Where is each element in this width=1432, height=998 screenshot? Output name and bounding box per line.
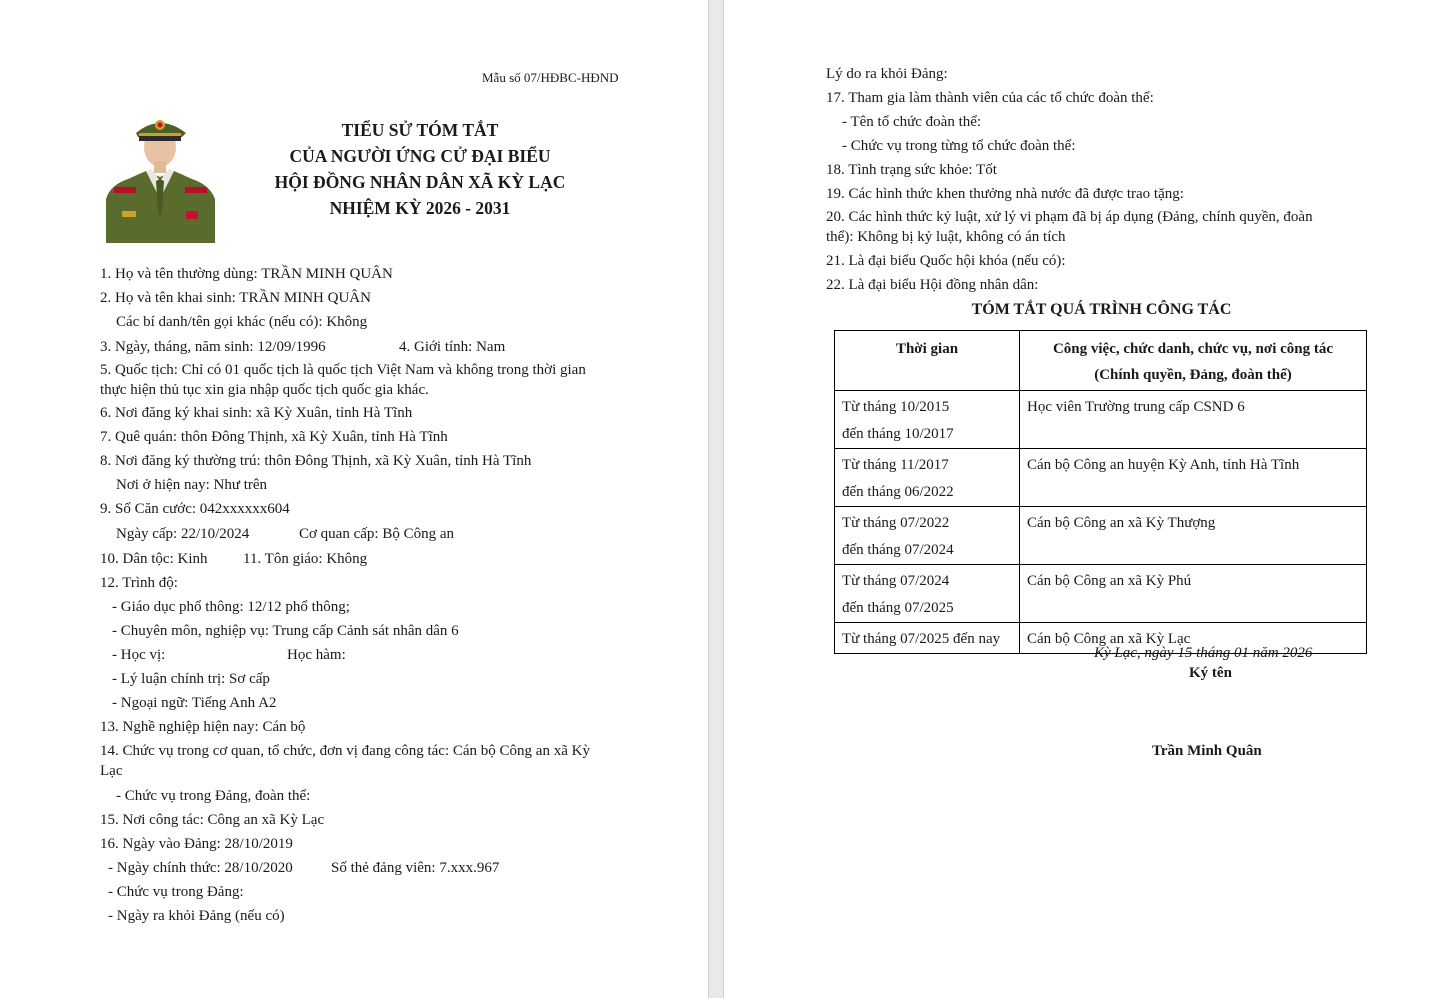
work-history-table	[834, 330, 1367, 654]
job-cell: Học viên Trường trung cấp CSND 6	[1020, 391, 1367, 449]
page-gutter	[708, 0, 724, 998]
field-nationality: 5. Quốc tịch: Chỉ có 01 quốc tịch là quốc tịch Việt Nam và không trong thời gian	[100, 362, 586, 378]
header-period-label: Thời gian	[895, 341, 959, 357]
job-cell: Cán bộ Công an huyện Kỳ Anh, tỉnh Hà Tĩnh	[1020, 449, 1367, 507]
field-awards: 19. Các hình thức khen thưởng nhà nước đã được trao tặng:	[826, 186, 1184, 202]
period-from: Từ tháng 11/2017	[842, 457, 949, 473]
period-from: Từ tháng 10/2015	[842, 399, 950, 415]
form-number: Mẫu số 07/HĐBC-HĐND	[482, 70, 619, 85]
field-religion: 11. Tôn giáo: Không	[243, 551, 368, 567]
page-right	[724, 0, 1432, 998]
period-from: Từ tháng 07/2025 đến nay	[842, 631, 1001, 647]
field-common-name: 1. Họ và tên thường dùng: TRẦN MINH QUÂN	[100, 266, 393, 282]
table-row	[835, 449, 1367, 507]
signing-date: Kỳ Lạc, ngày 15 tháng 01 năm 2026	[1094, 645, 1313, 661]
field-ethnicity: 10. Dân tộc: Kinh	[100, 551, 208, 567]
field-party-leave-date: - Ngày ra khỏi Đảng (nếu có)	[108, 908, 285, 924]
field-position-cont: Lạc	[100, 763, 123, 779]
field-party-card: Số thẻ đảng viên: 7.xxx.967	[331, 860, 500, 876]
field-permanent-residence: 8. Nơi đăng ký thường trú: thôn Đông Thịnh, xã Kỳ Xuân, tỉnh Hà Tĩnh	[100, 453, 532, 469]
field-national-assembly: 21. Là đại biểu Quốc hội khóa (nếu có):	[826, 253, 1066, 269]
table-row	[835, 507, 1367, 565]
field-political-theory: - Lý luận chính trị: Sơ cấp	[112, 671, 270, 687]
field-degree: - Học vị:	[112, 647, 166, 663]
table-row	[835, 565, 1367, 623]
field-gender: 4. Giới tính: Nam	[399, 339, 506, 355]
signer-name: Trần Minh Quân	[1152, 743, 1262, 759]
period-to: đến tháng 07/2024	[842, 542, 954, 558]
header-job-sublabel: (Chính quyền, Đảng, đoàn thể)	[1094, 367, 1292, 383]
field-aliases: Các bí danh/tên gọi khác (nếu có): Không	[116, 314, 368, 330]
work-history-title: TÓM TẮT QUÁ TRÌNH CÔNG TÁC	[971, 301, 1232, 318]
job-cell: Cán bộ Công an xã Kỳ Phú	[1020, 565, 1367, 623]
field-foreign-language: - Ngoại ngữ: Tiếng Anh A2	[112, 695, 277, 711]
period-cell	[835, 565, 1020, 623]
table-row	[835, 391, 1367, 449]
field-birth-name: 2. Họ và tên khai sinh: TRẦN MINH QUÂN	[100, 290, 371, 306]
field-health: 18. Tình trạng sức khỏe: Tốt	[826, 162, 997, 178]
period-to: đến tháng 10/2017	[842, 426, 954, 442]
header-job	[1020, 331, 1367, 391]
field-discipline-cont: thể): Không bị kỷ luật, không có án tích	[826, 229, 1066, 245]
field-council-member: 22. Là đại biểu Hội đồng nhân dân:	[826, 277, 1039, 293]
page-left	[0, 0, 708, 998]
field-organizations: 17. Tham gia làm thành viên của các tổ chức đoàn thể:	[826, 90, 1154, 106]
field-id-number: 9. Số Căn cước: 042xxxxxx604	[100, 501, 290, 517]
field-discipline: 20. Các hình thức kỷ luật, xử lý vi phạm đã bị áp dụng (Đảng, chính quyền, đoàn	[826, 209, 1313, 225]
title-line-2: CỦA NGƯỜI ỨNG CỬ ĐẠI BIỂU	[289, 146, 551, 166]
field-party-role: - Chức vụ trong Đảng:	[108, 884, 244, 900]
header-job-label: Công việc, chức danh, chức vụ, nơi công tác	[1052, 341, 1334, 357]
header-period	[835, 331, 1020, 391]
period-to: đến tháng 07/2025	[842, 600, 954, 616]
period-cell	[835, 507, 1020, 565]
field-education: 12. Trình độ:	[100, 575, 178, 591]
table-header-row	[835, 331, 1367, 391]
field-workplace: 15. Nơi công tác: Công an xã Kỳ Lạc	[100, 812, 325, 828]
signature-label: Ký tên	[1189, 665, 1232, 681]
field-birth-registration: 6. Nơi đăng ký khai sinh: xã Kỳ Xuân, tỉnh Hà Tĩnh	[100, 405, 413, 421]
period-from: Từ tháng 07/2022	[842, 515, 950, 531]
field-current-residence: Nơi ở hiện nay: Như trên	[116, 477, 268, 493]
period-cell	[835, 623, 1020, 654]
field-general-education: - Giáo dục phổ thông: 12/12 phổ thông;	[112, 599, 350, 615]
field-academic-title: Học hàm:	[287, 647, 346, 663]
field-professional: - Chuyên môn, nghiệp vụ: Trung cấp Cảnh sát nhân dân 6	[112, 623, 459, 639]
field-position: 14. Chức vụ trong cơ quan, tổ chức, đơn vị đang công tác: Cán bộ Công an xã Kỳ	[100, 743, 590, 759]
field-organization-name: - Tên tổ chức đoàn thể:	[842, 114, 982, 130]
field-occupation: 13. Nghề nghiệp hiện nay: Cán bộ	[100, 719, 306, 735]
field-organization-role: - Chức vụ trong từng tổ chức đoàn thể:	[842, 138, 1076, 154]
job-cell: Cán bộ Công an xã Kỳ Thượng	[1020, 507, 1367, 565]
document-title	[210, 117, 630, 221]
title-line-1: TIỂU SỬ TÓM TẮT	[341, 120, 499, 140]
field-official-date: - Ngày chính thức: 28/10/2020	[108, 860, 293, 876]
field-id-issuer: Cơ quan cấp: Bộ Công an	[299, 526, 454, 542]
field-hometown: 7. Quê quán: thôn Đông Thịnh, xã Kỳ Xuân, tỉnh Hà Tĩnh	[100, 429, 448, 445]
job-cell: Cán bộ Công an xã Kỳ Lạc	[1020, 623, 1367, 654]
title-line-4: NHIỆM KỲ 2026 - 2031	[329, 198, 511, 218]
title-line-3: HỘI ĐỒNG NHÂN DÂN XÃ KỲ LẠC	[274, 172, 566, 192]
period-cell	[835, 391, 1020, 449]
field-party-position: - Chức vụ trong Đảng, đoàn thể:	[116, 788, 311, 804]
period-from: Từ tháng 07/2024	[842, 573, 950, 589]
field-party-leave-reason: Lý do ra khỏi Đảng:	[826, 66, 948, 82]
field-birth-date: 3. Ngày, tháng, năm sinh: 12/09/1996	[100, 339, 326, 355]
period-to: đến tháng 06/2022	[842, 484, 954, 500]
candidate-photo	[106, 103, 215, 243]
field-party-join-date: 16. Ngày vào Đảng: 28/10/2019	[100, 836, 293, 852]
field-nationality-cont: thực hiện thủ tục xin gia nhập quốc tịch quốc gia khác.	[100, 382, 429, 398]
field-id-issue-date: Ngày cấp: 22/10/2024	[116, 526, 250, 542]
period-cell	[835, 449, 1020, 507]
